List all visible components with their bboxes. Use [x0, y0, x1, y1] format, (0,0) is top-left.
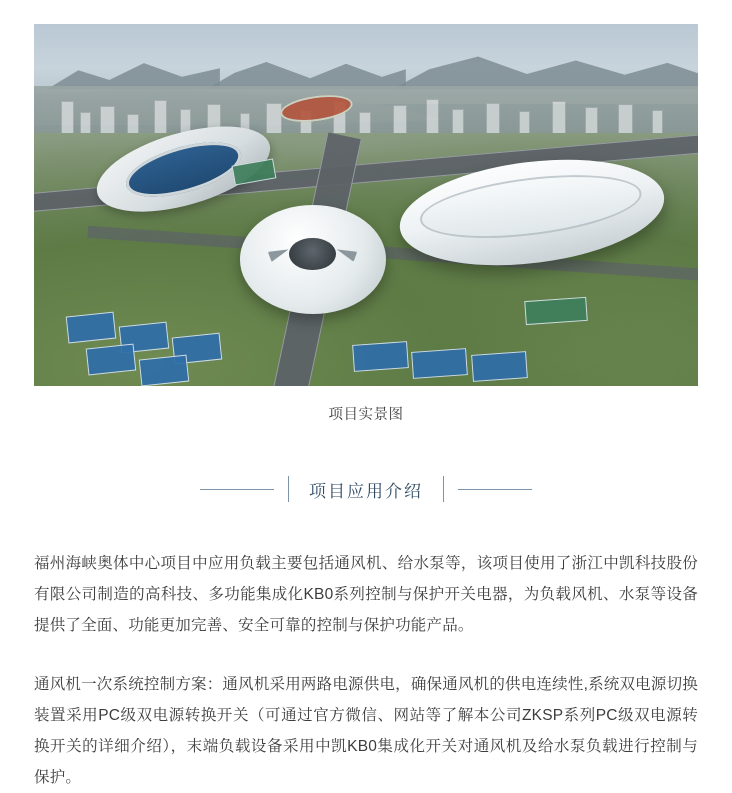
roof-vent [335, 245, 358, 262]
heading-rule-left [200, 489, 274, 490]
project-aerial-photo [34, 24, 698, 386]
image-caption: 项目实景图 [328, 407, 404, 423]
paragraph: 通风机一次系统控制方案：通风机采用两路电源供电，确保通风机的供电连续性,系统双电源切换装置采用PC级双电源转换开关（可通过官方微信、网站等了解本公司ZKSP系列PC级双电源转换开关的详细介绍），末端负载设备采用中凯KB0集成化开关对通风机及给水泵负载进行控制与保护。 [34, 676, 698, 786]
tennis-court [471, 352, 528, 383]
sports-field [525, 297, 588, 325]
section-heading-text: 项目应用介绍 [309, 481, 423, 501]
heading-divider-right [443, 476, 444, 502]
article-body [0, 548, 732, 793]
heading-divider-left [288, 476, 289, 502]
tennis-court [352, 341, 409, 372]
paragraph: 福州海峡奥体中心项目中应用负载主要包括通风机、给水泵等，该项目使用了浙江中凯科技股份有限公司制造的高科技、多功能集成化KB0系列控制与保护开关电器，为负载风机、水泵等设备提供了全面、功能更加完善、安全可靠的控制与保护功能产品。 [34, 555, 698, 634]
heading-rule-right [458, 489, 532, 490]
tennis-court [86, 344, 137, 376]
tennis-court [412, 348, 469, 379]
gymnasium-round-roof [240, 205, 386, 314]
tennis-court [66, 311, 117, 343]
roof-vent [268, 245, 291, 262]
tennis-court [139, 355, 190, 386]
section-heading [0, 476, 732, 502]
